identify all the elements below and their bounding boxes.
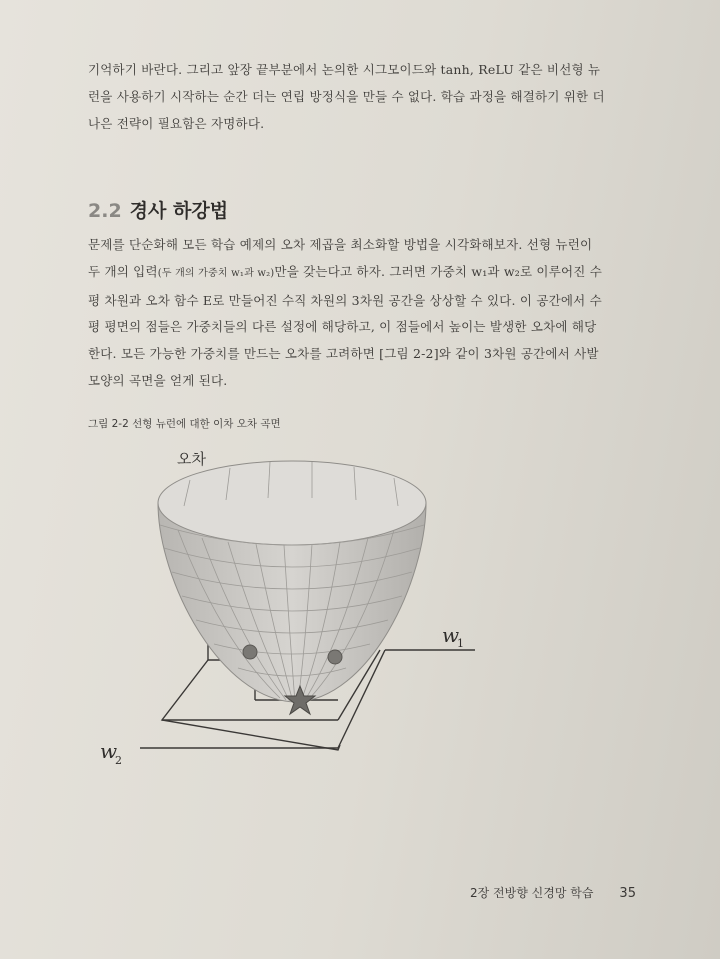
section-number: 2.2 [88, 200, 122, 222]
body-text: 만을 갖는다고 하자. 그러면 가중치 w₁과 w₂로 이루어진 수 [274, 263, 602, 279]
intro-line: 런을 사용하기 시작하는 순간 더는 연립 방정식을 만들 수 없다. 학습 과정을 해결하기 위한 더 [88, 89, 605, 104]
section-heading [88, 196, 228, 223]
axis-label-w1 [442, 623, 464, 650]
body-line: 평 평면의 점들은 가중치들의 다른 설정에 해당하고, 이 점들에서 높이는 발생한 오차에 해당 [88, 319, 597, 335]
intro-line: 나은 전략이 필요함은 자명하다. [88, 116, 265, 131]
body-line: 한다. 모든 가능한 가중치를 만드는 오차를 고려하면 [그림 2-2]와 같이 3차원 공간에서 사발 [88, 346, 599, 362]
intro-paragraph [88, 56, 628, 137]
body-line: 평 차원과 오차 함수 E로 만들어진 수직 차원의 3차원 공간을 상상할 수 있다. 이 공간에서 수 [88, 292, 602, 308]
error-bowl [158, 461, 426, 714]
figure-caption: 그림 2-2 선형 뉴런에 대한 이차 오차 곡면 [88, 418, 281, 430]
body-line: 모양의 곡면을 얻게 된다. [88, 372, 228, 388]
section-title: 경사 하강법 [129, 200, 229, 222]
svg-text:w: w [442, 623, 460, 647]
body-paragraph [88, 232, 628, 395]
svg-text:2: 2 [115, 754, 122, 767]
axis-label-w2 [100, 739, 122, 767]
chapter-title: 2장 전방향 신경망 학습 [470, 886, 594, 900]
body-note: (두 개의 가중치 w₁과 w₂) [157, 267, 275, 279]
page-number: 35 [619, 886, 636, 901]
page-footer [470, 884, 636, 901]
error-surface-figure [80, 440, 500, 780]
body-line: 문제를 단순화해 모든 학습 예제의 오차 제곱을 최소화할 방법을 시각화해보자. 선형 뉴런이 [88, 237, 593, 252]
svg-text:w: w [100, 739, 118, 763]
intro-line: 기억하기 바란다. 그리고 앞장 끝부분에서 논의한 시그모이드와 tanh, ReLU 같은 비선형 뉴 [88, 62, 601, 77]
svg-text:1: 1 [457, 637, 464, 650]
axis-label-error: 오차 [177, 450, 206, 468]
body-text: 두 개의 입력 [88, 263, 158, 279]
body-line [88, 259, 628, 288]
